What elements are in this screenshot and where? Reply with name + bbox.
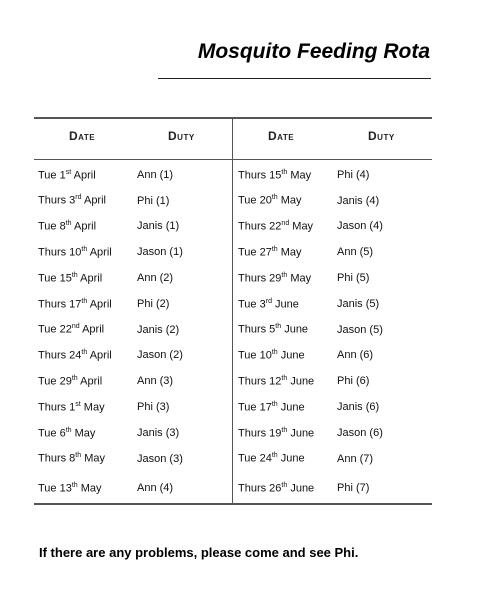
date-cell: Thurs 24th April <box>38 349 112 362</box>
duty-cell: Janis (4) <box>337 194 380 207</box>
title-underline <box>158 78 431 79</box>
duty-cell: Janis (1) <box>137 220 180 233</box>
duty-cell: Phi (6) <box>337 375 370 388</box>
date-cell: Tue 3rd June <box>238 297 299 311</box>
duty-cell: Jason (3) <box>137 452 183 465</box>
table-row <box>38 291 228 317</box>
duty-cell: Janis (3) <box>137 426 180 439</box>
table-row <box>238 188 428 214</box>
duty-cell: Jason (5) <box>337 323 383 336</box>
duty-cell: Phi (1) <box>137 194 170 207</box>
duty-cell: Ann (3) <box>137 375 174 388</box>
date-cell: Thurs 19th June <box>238 426 315 440</box>
duty-cell: Janis (2) <box>137 323 180 336</box>
duty-cell: Jason (6) <box>337 426 383 439</box>
date-cell: Tue 10th June <box>238 349 305 362</box>
date-cell: Tue 1st April <box>38 168 96 182</box>
duty-cell: Janis (5) <box>337 297 380 310</box>
date-cell: Tue 17th June <box>238 400 305 414</box>
date-cell: Thurs 5th June <box>238 323 309 336</box>
date-cell: Thurs 22nd May <box>238 220 314 233</box>
table-row <box>238 420 428 446</box>
date-cell: Tue 27th May <box>238 245 302 259</box>
table-row <box>38 214 228 240</box>
duty-cell: Ann (1) <box>137 168 174 181</box>
table-row <box>238 394 428 420</box>
table-row <box>238 214 428 240</box>
table-row <box>38 394 228 420</box>
table-row <box>38 420 228 446</box>
date-cell: Tue 20th May <box>238 194 302 208</box>
date-cell: Tue 22nd April <box>38 323 105 336</box>
right-rows <box>238 162 428 505</box>
table-row <box>38 265 228 291</box>
table-header-rule <box>34 159 432 160</box>
date-cell: Thurs 8th May <box>38 452 105 465</box>
table-row <box>38 188 228 214</box>
duty-cell: Ann (2) <box>137 272 174 285</box>
table-row <box>38 162 228 188</box>
table-row <box>238 162 428 188</box>
date-cell: Tue 15th April <box>38 271 103 285</box>
date-cell: Thurs 1st May <box>38 400 105 414</box>
table-row <box>238 239 428 265</box>
table-row <box>38 472 228 505</box>
table-row <box>238 368 428 394</box>
duty-header-right: Duty <box>368 129 395 143</box>
table-row <box>238 265 428 291</box>
date-cell: Thurs 17th April <box>38 297 112 311</box>
duty-cell: Ann (5) <box>337 246 374 259</box>
date-cell: Thurs 12th June <box>238 374 315 388</box>
duty-cell: Phi (4) <box>337 168 370 181</box>
date-cell: Thurs 26th June <box>238 481 315 495</box>
date-cell: Thurs 15th May <box>238 168 312 182</box>
rota-table <box>34 117 432 506</box>
table-top-rule <box>34 117 432 119</box>
date-cell: Thurs 10th April <box>38 245 112 259</box>
column-divider <box>232 117 233 505</box>
date-cell: Tue 24th June <box>238 452 305 465</box>
table-row <box>238 343 428 369</box>
date-cell: Tue 29th April <box>38 374 103 388</box>
duty-cell: Phi (3) <box>137 401 170 414</box>
table-row <box>38 343 228 369</box>
table-row <box>38 446 228 472</box>
table-row <box>238 446 428 472</box>
date-header-right: Date <box>268 129 295 143</box>
duty-cell: Jason (4) <box>337 220 383 233</box>
duty-cell: Jason (2) <box>137 349 183 362</box>
date-cell: Tue 8th April <box>38 220 97 233</box>
duty-cell: Ann (7) <box>337 452 374 465</box>
duty-cell: Phi (2) <box>137 297 170 310</box>
table-row <box>38 239 228 265</box>
table-row <box>38 317 228 343</box>
duty-cell: Ann (4) <box>137 482 174 495</box>
date-cell: Tue 13th May <box>38 481 102 495</box>
date-cell: Thurs 29th May <box>238 271 312 285</box>
date-cell: Thurs 3rd April <box>38 194 106 208</box>
left-rows <box>38 162 228 505</box>
table-row <box>238 317 428 343</box>
duty-cell: Jason (1) <box>137 246 183 259</box>
duty-cell: Phi (7) <box>337 482 370 495</box>
date-cell: Tue 6th May <box>38 426 96 440</box>
date-header-left: Date <box>69 129 96 143</box>
duty-cell: Phi (5) <box>337 272 370 285</box>
duty-header-left: Duty <box>168 129 195 143</box>
footer-note: If there are any problems, please come and see Phi. <box>39 545 359 560</box>
duty-cell: Ann (6) <box>337 349 374 362</box>
table-row <box>238 472 428 505</box>
table-row <box>238 291 428 317</box>
duty-cell: Janis (6) <box>337 401 380 414</box>
page-title: Mosquito Feeding Rota <box>197 40 430 63</box>
table-row <box>38 368 228 394</box>
